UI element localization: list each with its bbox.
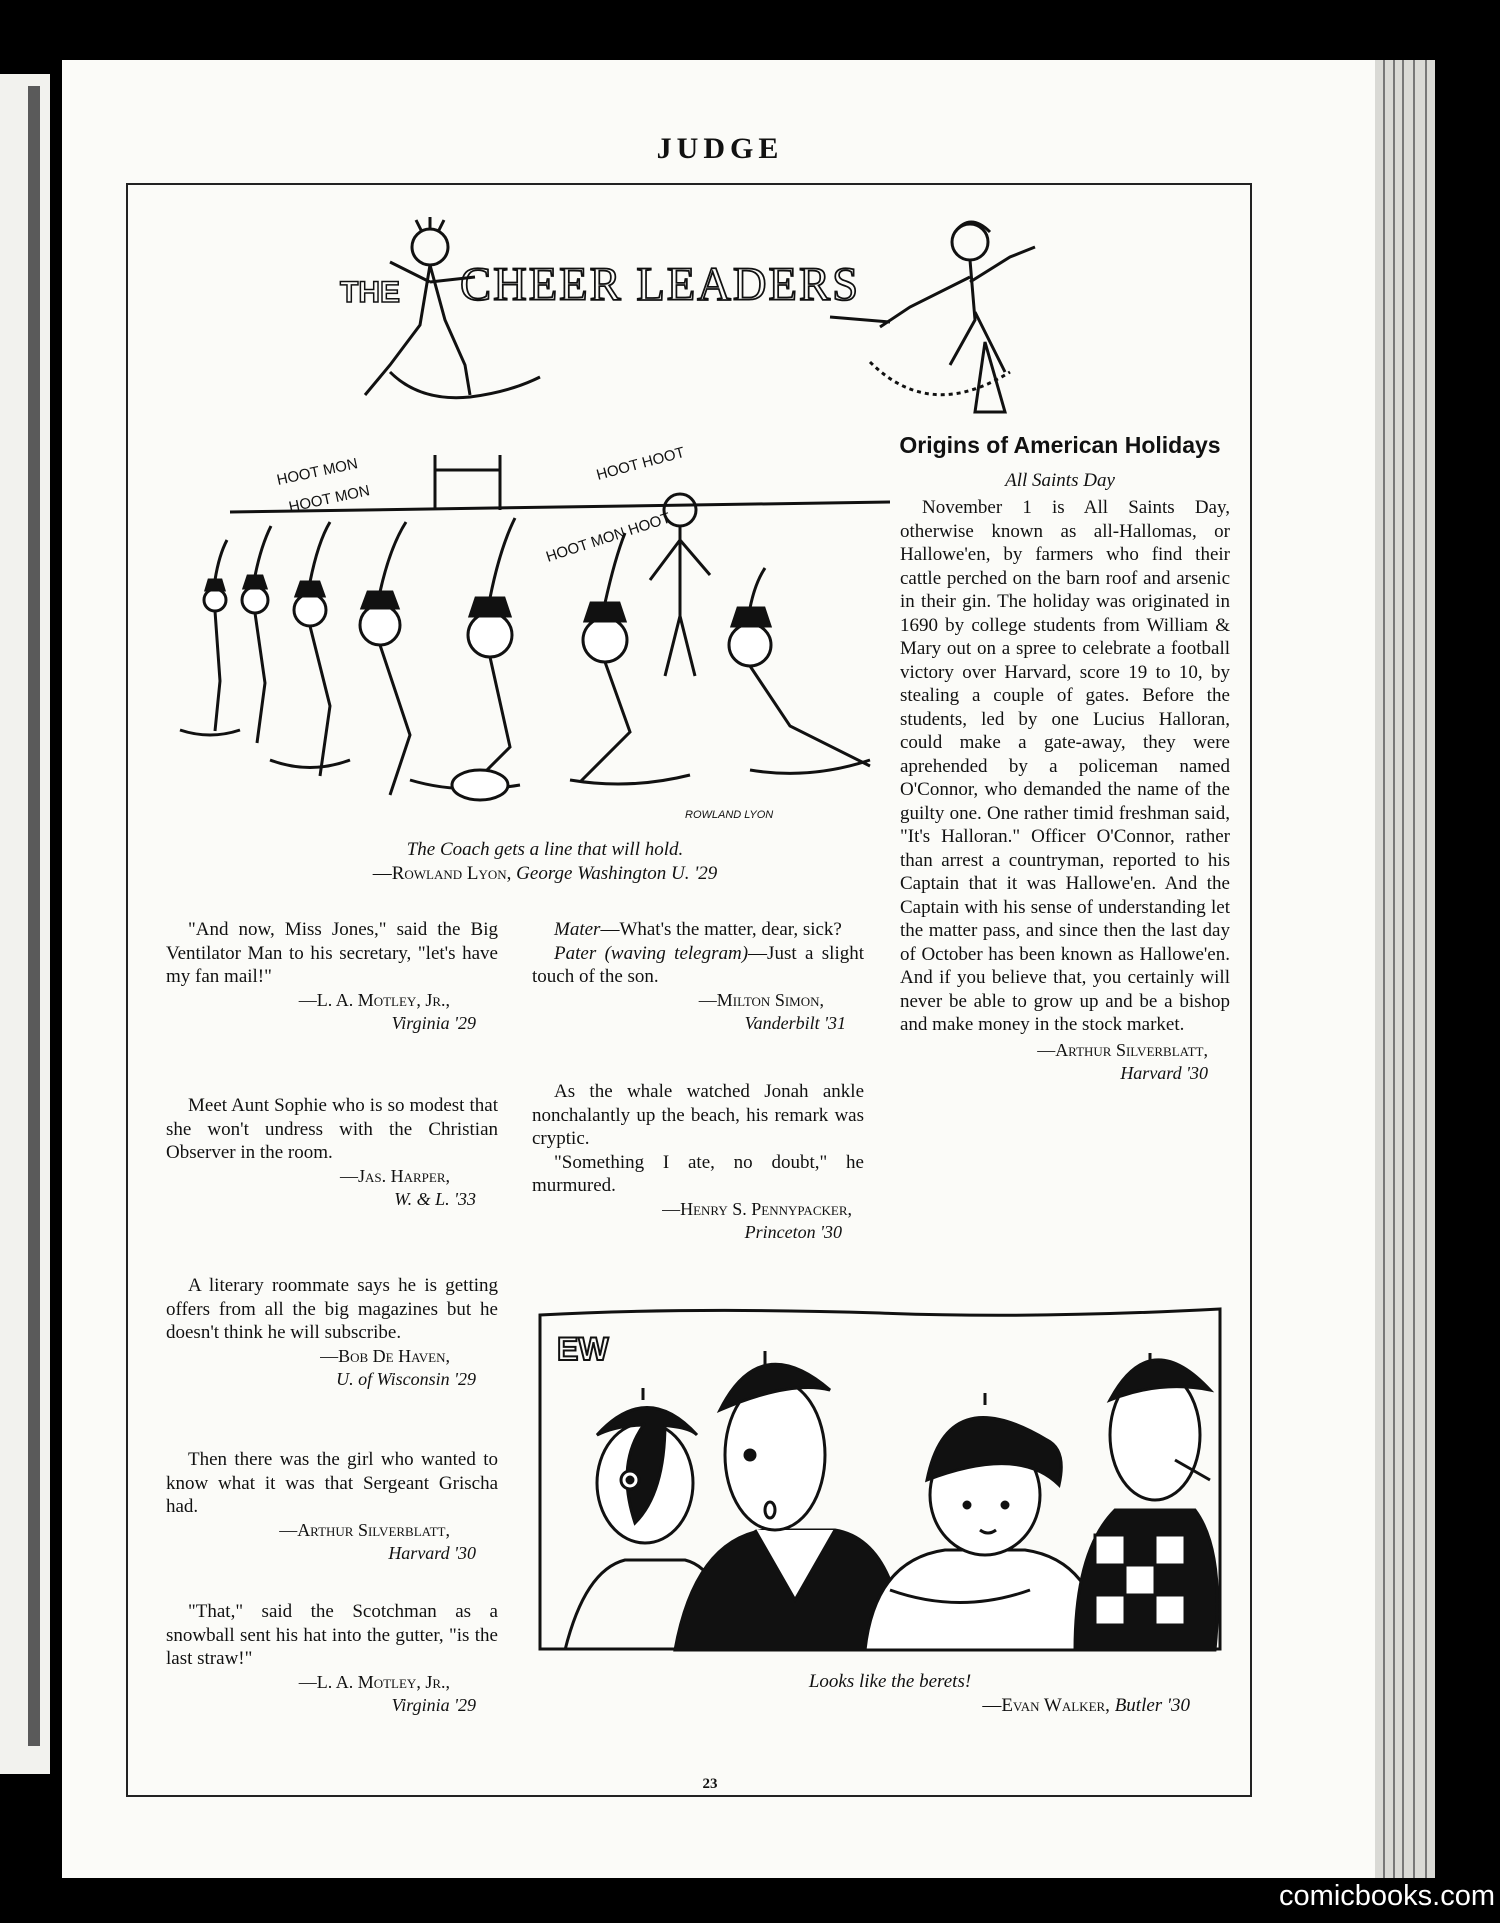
joke-credit-name: —Arthur Silverblatt, bbox=[279, 1519, 450, 1540]
sound-hoot-mon-3: HOOT MON HOOT bbox=[543, 509, 673, 566]
beret-credit bbox=[540, 1694, 1190, 1717]
joke-text: Then there was the girl who wanted to know what it was that Sergeant Grischa had. bbox=[166, 1449, 498, 1517]
joke-text: Meet Aunt Sophie who is so modest that she won't undress with the Christian Observer in the room. bbox=[166, 1095, 498, 1163]
joke-credit-name: —Bob De Haven, bbox=[320, 1345, 450, 1366]
football-line-cartoon bbox=[150, 440, 890, 825]
dialogue-text: —What's the matter, dear, sick? bbox=[600, 919, 842, 940]
sound-hoot-mon-1: HOOT MON bbox=[275, 455, 360, 489]
joke-text: "And now, Miss Jones," said the Big Ventilator Man to his secretary, "let's have my fan mail!" bbox=[166, 919, 498, 987]
speaker-mater: Mater bbox=[554, 919, 601, 940]
joke-dialogue-line-1 bbox=[532, 918, 864, 942]
joke-credit-school: U. of Wisconsin '29 bbox=[336, 1368, 476, 1389]
joke-left-2 bbox=[166, 1094, 498, 1211]
holiday-credit-name: —Arthur Silverblatt, bbox=[1037, 1039, 1208, 1060]
joke-mid-2 bbox=[532, 1080, 864, 1244]
joke-credit-school: Virginia '29 bbox=[391, 1694, 476, 1715]
header-art-title-left: THE bbox=[340, 276, 400, 309]
holiday-credit-school: Harvard '30 bbox=[1120, 1062, 1208, 1083]
masthead: JUDGE bbox=[656, 132, 784, 165]
holiday-title: Origins of American Holidays bbox=[899, 432, 1221, 458]
holiday-subtitle: All Saints Day bbox=[1005, 470, 1115, 491]
joke-credit-school: W. & L. '33 bbox=[394, 1188, 476, 1209]
cartoon-signature: ROWLAND LYON bbox=[685, 809, 774, 821]
beret-credit-school: Butler '30 bbox=[1114, 1695, 1190, 1716]
dialogue-text: —Just a slight touch of the son. bbox=[532, 942, 865, 987]
joke-text: "That," said the Scotchman as a snowball sent his hat into the gutter, "is the last straw!" bbox=[166, 1601, 498, 1669]
cartoon-monogram: EW bbox=[557, 1331, 609, 1367]
joke-credit-school: Harvard '30 bbox=[388, 1542, 476, 1563]
joke-credit-name: —Milton Simon, bbox=[698, 989, 824, 1010]
watermark: comicbooks.com bbox=[1279, 1880, 1495, 1912]
football-credit-name: —Rowland Lyon, bbox=[372, 863, 512, 884]
joke-text: As the whale watched Jonah ankle nonchalantly up the beach, his remark was cryptic. bbox=[532, 1081, 864, 1149]
beret-credit-name: —Evan Walker, bbox=[982, 1695, 1110, 1716]
joke-left-4 bbox=[166, 1448, 498, 1565]
joke-credit-school: Virginia '29 bbox=[391, 1012, 476, 1033]
joke-credit-school: Vanderbilt '31 bbox=[744, 1012, 846, 1033]
page-number: 23 bbox=[702, 1776, 718, 1792]
previous-page-edge bbox=[0, 74, 50, 1774]
beret-cartoon bbox=[535, 1305, 1225, 1665]
joke-mid-1 bbox=[532, 918, 864, 1035]
beret-caption: Looks like the berets! bbox=[808, 1671, 972, 1692]
football-credit bbox=[200, 862, 890, 885]
joke-left-3 bbox=[166, 1274, 498, 1391]
joke-credit-name: —L. A. Motley, Jr., bbox=[298, 989, 450, 1010]
cheer-leaders-header-art bbox=[330, 212, 1050, 417]
joke-text-2: "Something I ate, no doubt," he murmured. bbox=[532, 1151, 864, 1196]
sound-hoot-mon-2: HOOT MON bbox=[287, 482, 372, 516]
joke-left-1 bbox=[166, 918, 498, 1035]
stage-direction: (waving telegram) bbox=[604, 942, 749, 964]
joke-credit-school: Princeton '30 bbox=[744, 1221, 842, 1242]
book-spine-shadow bbox=[28, 86, 40, 1746]
joke-credit-name: —L. A. Motley, Jr., bbox=[298, 1671, 450, 1692]
football-caption: The Coach gets a line that will hold. bbox=[406, 839, 684, 860]
joke-text: A literary roommate says he is getting offers from all the big magazines but he doesn't think he will subscribe. bbox=[166, 1275, 498, 1343]
joke-left-5 bbox=[166, 1600, 498, 1717]
sound-hoot-hoot: HOOT HOOT bbox=[594, 444, 687, 484]
joke-credit-name: —Jas. Harper, bbox=[339, 1165, 450, 1186]
joke-credit-name: —Henry S. Pennypacker, bbox=[662, 1198, 852, 1219]
speaker-pater: Pater bbox=[554, 942, 597, 964]
page-stack-edge bbox=[1375, 60, 1435, 1878]
holiday-body: November 1 is All Saints Day, otherwise known as all-Hallomas, or Hallowe'en, by farmers who find their cattle perched on the barn roof and arsenic in their gin. The holiday was originated in 1690 by college students from William & Mary out on a spree to celebrate a football victory over Harvard, score 19 to 10, by stealing a couple of gates. Before the students, led by one Lucius Halloran, could make a gate-away, they were aprehended by a policeman named O'Connor, who demanded the name of the guilty one. One rather timid freshman said, "It's Halloran." Officer O'Connor, rather than arrest a countryman, reported to his Captain that it was Hallowe'en. And the Captain with his sense of understanding let the matter pass, and since then the last day of October has been known as Hallowe'en. And if you believe that, you certainly will never be able to grow up and be a bishop and make money in the stock market. bbox=[900, 497, 1230, 1035]
header-art-title-main: CHEER LEADERS bbox=[460, 258, 860, 311]
holiday-article bbox=[900, 496, 1230, 1085]
joke-dialogue-line-2 bbox=[532, 942, 864, 989]
football-credit-school: George Washington U. '29 bbox=[516, 863, 718, 884]
